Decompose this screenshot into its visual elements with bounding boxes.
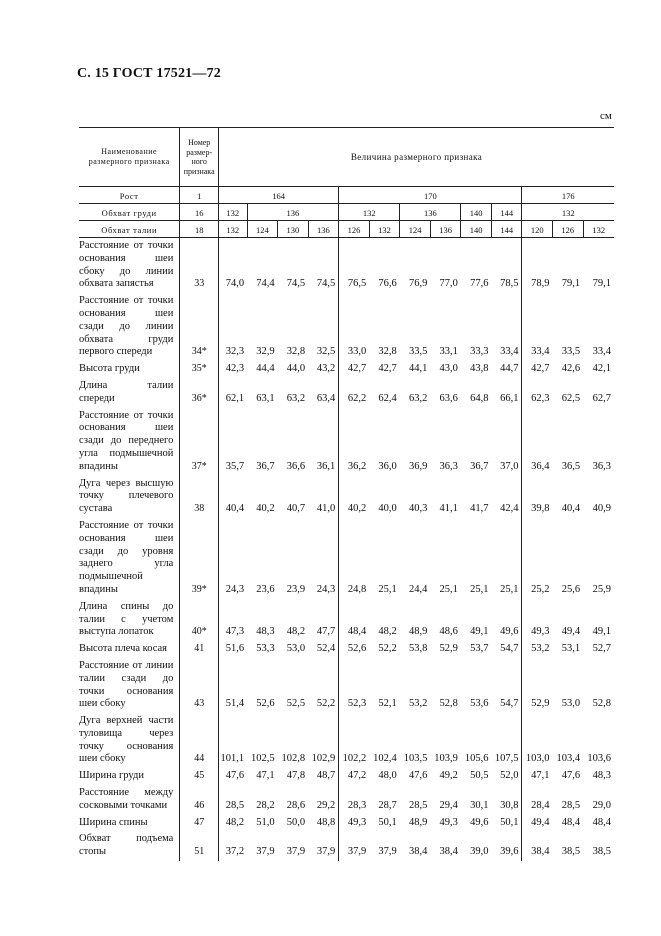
row-waist-label: Обхват талии — [79, 221, 180, 238]
row-name: Высота плеча косая — [79, 641, 180, 658]
cell-value: 48,0 — [378, 770, 397, 782]
cell-value: 33,4 — [491, 293, 522, 361]
cell-value: 103,9 — [434, 753, 458, 765]
cell-value: 48,2 — [286, 626, 306, 638]
cell-value: 24,4 — [408, 583, 428, 595]
row-code: 38 — [180, 476, 219, 518]
row-name: Длина спины до талии с учетом выступа лопаток — [79, 599, 180, 641]
cell-value: 23,9 — [286, 583, 306, 595]
cell-value: 43,8 — [470, 363, 489, 375]
cell-value: 52,7 — [592, 643, 611, 655]
header-value-title: Величина размерного признака — [219, 128, 614, 187]
cell-value: 62,5 — [561, 392, 581, 404]
cell-value: 33,4 — [531, 346, 550, 358]
cell-value: 53,2 — [408, 698, 428, 710]
row-code: 51 — [180, 831, 219, 861]
row-chest-code: 16 — [180, 204, 219, 221]
cell-value: 36,1 — [308, 408, 339, 476]
table-row — [79, 378, 614, 408]
table-row — [79, 408, 614, 476]
cell-value: 33,1 — [439, 346, 458, 358]
cell-value: 24,3 — [308, 518, 339, 599]
cell-value: 42,6 — [561, 363, 581, 375]
row-height-label: Рост — [79, 187, 180, 204]
cell-value: 51,4 — [225, 698, 245, 710]
waist-value: 140 — [461, 221, 492, 238]
row-code: 44 — [180, 713, 219, 768]
cell-value: 50,1 — [491, 815, 522, 832]
cell-value: 42,7 — [531, 363, 550, 375]
cell-value: 40,2 — [347, 503, 367, 515]
cell-value: 36,3 — [592, 460, 611, 472]
chest-value: 144 — [491, 204, 522, 221]
row-name: Расстояние от линии талии сзади до точки основания шеи сбоку — [79, 658, 180, 713]
table-row — [79, 768, 614, 785]
cell-value: 47,7 — [308, 599, 339, 641]
table-row — [79, 658, 614, 713]
cell-value: 62,3 — [531, 392, 550, 404]
cell-value: 52,4 — [308, 641, 339, 658]
row-name: Расстояние от точки основания шеи сзади до уровня заднего угла подмышечной впадины — [79, 518, 180, 599]
cell-value: 48,7 — [308, 768, 339, 785]
cell-value: 51,6 — [225, 643, 245, 655]
cell-value: 33,4 — [592, 346, 611, 358]
row-code: 43 — [180, 658, 219, 713]
cell-value: 49,2 — [439, 770, 458, 782]
cell-value: 24,3 — [225, 583, 245, 595]
cell-value: 36,5 — [561, 460, 581, 472]
cell-value: 103,4 — [556, 753, 581, 765]
cell-value: 38,5 — [561, 846, 581, 858]
cell-value: 53,6 — [470, 698, 489, 710]
cell-value: 74,5 — [286, 278, 306, 290]
cell-value: 49,1 — [592, 626, 611, 638]
table-row — [79, 238, 614, 294]
cell-value: 23,6 — [256, 583, 275, 595]
cell-value: 37,9 — [286, 846, 306, 858]
height-group: 170 — [339, 187, 522, 204]
cell-value: 48,9 — [408, 626, 428, 638]
cell-value: 28,6 — [286, 799, 306, 811]
row-name: Высота груди — [79, 361, 180, 378]
cell-value: 64,8 — [470, 392, 489, 404]
cell-value: 79,1 — [592, 278, 611, 290]
cell-value: 28,2 — [256, 799, 275, 811]
cell-value: 107,5 — [491, 713, 522, 768]
row-code: 40* — [180, 599, 219, 641]
cell-value: 63,2 — [408, 392, 428, 404]
cell-value: 25,1 — [491, 518, 522, 599]
cell-value: 48,2 — [225, 816, 245, 828]
cell-value: 49,6 — [491, 599, 522, 641]
cell-value: 42,7 — [347, 363, 367, 375]
cell-value: 35,7 — [225, 460, 245, 472]
cell-value: 47,6 — [561, 770, 581, 782]
cell-value: 62,1 — [225, 392, 245, 404]
row-code: 41 — [180, 641, 219, 658]
cell-value: 40,9 — [592, 503, 611, 515]
cell-value: 42,7 — [378, 363, 397, 375]
cell-value: 32,8 — [286, 346, 306, 358]
cell-value: 42,3 — [225, 363, 245, 375]
waist-value: 144 — [491, 221, 522, 238]
cell-value: 76,9 — [408, 278, 428, 290]
cell-value: 48,3 — [256, 626, 275, 638]
table-row — [79, 361, 614, 378]
cell-value: 52,6 — [347, 643, 367, 655]
cell-value: 47,2 — [347, 770, 367, 782]
chest-value: 132 — [339, 204, 400, 221]
table-row — [79, 713, 614, 768]
cell-value: 48,2 — [378, 626, 397, 638]
cell-value: 53,8 — [408, 643, 428, 655]
cell-value: 49,3 — [439, 816, 458, 828]
cell-value: 33,5 — [561, 346, 581, 358]
cell-value: 103,0 — [525, 753, 550, 765]
cell-value: 47,6 — [225, 770, 245, 782]
cell-value: 47,1 — [531, 770, 550, 782]
cell-value: 44,0 — [286, 363, 306, 375]
table-row — [79, 476, 614, 518]
cell-value: 36,2 — [347, 460, 367, 472]
cell-value: 52,0 — [491, 768, 522, 785]
cell-value: 37,9 — [308, 831, 339, 861]
cell-value: 102,8 — [281, 753, 306, 765]
cell-value: 102,5 — [250, 753, 275, 765]
cell-value: 25,1 — [439, 583, 458, 595]
cell-value: 48,9 — [408, 816, 428, 828]
cell-value: 37,9 — [347, 846, 367, 858]
cell-value: 41,7 — [470, 503, 489, 515]
cell-value: 52,6 — [256, 698, 275, 710]
cell-value: 49,6 — [470, 816, 489, 828]
table-row — [79, 293, 614, 361]
chest-value: 132 — [522, 204, 614, 221]
cell-value: 52,9 — [439, 643, 458, 655]
height-group: 176 — [522, 187, 614, 204]
cell-value: 101,1 — [220, 753, 245, 765]
cell-value: 48,4 — [561, 816, 581, 828]
cell-value: 37,9 — [378, 846, 397, 858]
row-code: 37* — [180, 408, 219, 476]
waist-value: 124 — [247, 221, 278, 238]
cell-value: 63,4 — [308, 378, 339, 408]
unit-label: см — [600, 110, 612, 122]
waist-value: 126 — [339, 221, 370, 238]
cell-value: 62,4 — [378, 392, 397, 404]
chest-value: 140 — [461, 204, 492, 221]
waist-value: 126 — [553, 221, 584, 238]
cell-value: 52,8 — [439, 698, 458, 710]
cell-value: 32,9 — [256, 346, 275, 358]
row-name: Ширина спины — [79, 815, 180, 832]
cell-value: 103,5 — [403, 753, 428, 765]
cell-value: 79,1 — [561, 278, 581, 290]
cell-value: 40,2 — [256, 503, 275, 515]
cell-value: 78,9 — [531, 278, 550, 290]
cell-value: 36,9 — [408, 460, 428, 472]
cell-value: 47,1 — [256, 770, 275, 782]
cell-value: 42,4 — [491, 476, 522, 518]
cell-value: 25,2 — [531, 583, 550, 595]
cell-value: 41,1 — [439, 503, 458, 515]
cell-value: 39,6 — [491, 831, 522, 861]
cell-value: 49,4 — [561, 626, 581, 638]
waist-value: 120 — [522, 221, 553, 238]
cell-value: 28,5 — [561, 799, 581, 811]
cell-value: 29,4 — [439, 799, 458, 811]
cell-value: 52,1 — [378, 698, 397, 710]
cell-value: 40,4 — [561, 503, 581, 515]
row-code: 36* — [180, 378, 219, 408]
cell-value: 77,0 — [439, 278, 458, 290]
cell-value: 38,5 — [592, 846, 611, 858]
cell-value: 39,0 — [470, 846, 489, 858]
row-code: 35* — [180, 361, 219, 378]
header-name-col: Наименование размерного признака — [79, 128, 180, 187]
cell-value: 36,3 — [439, 460, 458, 472]
cell-value: 48,4 — [592, 816, 611, 828]
cell-value: 78,5 — [491, 238, 522, 294]
cell-value: 62,7 — [592, 392, 611, 404]
cell-value: 105,6 — [464, 753, 489, 765]
waist-value: 124 — [400, 221, 431, 238]
cell-value: 50,0 — [286, 816, 306, 828]
cell-value: 52,8 — [592, 698, 611, 710]
row-name: Ширина груди — [79, 768, 180, 785]
cell-value: 28,4 — [531, 799, 550, 811]
cell-value: 44,4 — [256, 363, 275, 375]
cell-value: 48,8 — [308, 815, 339, 832]
cell-value: 41,0 — [308, 476, 339, 518]
cell-value: 54,7 — [491, 658, 522, 713]
cell-value: 28,3 — [347, 799, 367, 811]
cell-value: 49,4 — [531, 816, 550, 828]
table-row — [79, 831, 614, 861]
header-code-col: Номер размер-ного признака — [180, 128, 219, 187]
cell-value: 49,3 — [347, 816, 367, 828]
cell-value: 74,0 — [225, 278, 245, 290]
cell-value: 33,3 — [470, 346, 489, 358]
cell-value: 29,0 — [592, 799, 611, 811]
cell-value: 36,6 — [286, 460, 306, 472]
cell-value: 53,3 — [256, 643, 275, 655]
cell-value: 52,2 — [378, 643, 397, 655]
row-height-code: 1 — [180, 187, 219, 204]
cell-value: 33,5 — [408, 346, 428, 358]
cell-value: 102,2 — [342, 753, 367, 765]
cell-value: 48,3 — [592, 770, 611, 782]
page-title: С. 15 ГОСТ 17521—72 — [77, 66, 221, 81]
table-row — [79, 518, 614, 599]
cell-value: 74,4 — [256, 278, 275, 290]
cell-value: 54,7 — [491, 641, 522, 658]
table-row — [79, 815, 614, 832]
cell-value: 36,4 — [531, 460, 550, 472]
cell-value: 49,3 — [531, 626, 550, 638]
waist-value: 132 — [219, 221, 248, 238]
cell-value: 53,0 — [561, 698, 581, 710]
row-code: 45 — [180, 768, 219, 785]
cell-value: 25,1 — [378, 583, 397, 595]
cell-value: 25,1 — [470, 583, 489, 595]
cell-value: 39,8 — [531, 503, 550, 515]
waist-value: 136 — [430, 221, 461, 238]
cell-value: 28,5 — [225, 799, 245, 811]
cell-value: 30,8 — [491, 785, 522, 815]
cell-value: 32,8 — [378, 346, 397, 358]
cell-value: 49,1 — [470, 626, 489, 638]
row-name: Обхват подъема стопы — [79, 831, 180, 861]
cell-value: 40,4 — [225, 503, 245, 515]
cell-value: 30,1 — [470, 799, 489, 811]
waist-value: 132 — [369, 221, 400, 238]
cell-value: 53,1 — [561, 643, 581, 655]
row-name: Расстояние от точки основания шеи сзади до переднего угла подмышечной впадины — [79, 408, 180, 476]
cell-value: 53,7 — [470, 643, 489, 655]
cell-value: 40,0 — [378, 503, 397, 515]
cell-value: 74,5 — [308, 238, 339, 294]
cell-value: 40,7 — [286, 503, 306, 515]
cell-value: 36,7 — [470, 460, 489, 472]
cell-value: 52,5 — [286, 698, 306, 710]
chest-value: 136 — [400, 204, 461, 221]
cell-value: 47,3 — [225, 626, 245, 638]
row-code: 39* — [180, 518, 219, 599]
cell-value: 63,1 — [256, 392, 275, 404]
cell-value: 36,7 — [256, 460, 275, 472]
row-name: Дуга верхней части туловища через точку основания шеи сбоку — [79, 713, 180, 768]
cell-value: 24,8 — [347, 583, 367, 595]
row-name: Дуга через высшую точку плечевого сустава — [79, 476, 180, 518]
cell-value: 38,4 — [408, 846, 428, 858]
cell-value: 66,1 — [491, 378, 522, 408]
cell-value: 44,7 — [491, 361, 522, 378]
cell-value: 76,6 — [378, 278, 397, 290]
cell-value: 48,4 — [347, 626, 367, 638]
cell-value: 63,6 — [439, 392, 458, 404]
row-code: 46 — [180, 785, 219, 815]
cell-value: 102,4 — [373, 753, 397, 765]
cell-value: 43,0 — [439, 363, 458, 375]
row-code: 47 — [180, 815, 219, 832]
row-name: Расстояние от точки основания шеи сбоку до линии обхвата запястья — [79, 238, 180, 294]
cell-value: 37,0 — [491, 408, 522, 476]
row-waist-code: 18 — [180, 221, 219, 238]
cell-value: 28,5 — [408, 799, 428, 811]
cell-value: 38,4 — [531, 846, 550, 858]
cell-value: 103,6 — [587, 753, 611, 765]
row-name: Расстояние между сосковыми точками — [79, 785, 180, 815]
waist-value: 136 — [308, 221, 339, 238]
cell-value: 51,0 — [256, 816, 275, 828]
cell-value: 32,3 — [225, 346, 245, 358]
cell-value: 47,6 — [408, 770, 428, 782]
cell-value: 48,6 — [439, 626, 458, 638]
row-chest-label: Обхват груди — [79, 204, 180, 221]
cell-value: 50,1 — [378, 816, 397, 828]
row-code: 33 — [180, 238, 219, 294]
cell-value: 76,5 — [347, 278, 367, 290]
size-table — [79, 127, 614, 861]
table-row — [79, 641, 614, 658]
cell-value: 43,2 — [308, 361, 339, 378]
cell-value: 36,0 — [378, 460, 397, 472]
cell-value: 102,9 — [308, 713, 339, 768]
cell-value: 37,9 — [256, 846, 275, 858]
cell-value: 77,6 — [470, 278, 489, 290]
cell-value: 40,3 — [408, 503, 428, 515]
waist-value: 132 — [583, 221, 614, 238]
table-row — [79, 785, 614, 815]
cell-value: 38,4 — [439, 846, 458, 858]
cell-value: 52,9 — [531, 698, 550, 710]
cell-value: 29,2 — [308, 785, 339, 815]
cell-value: 42,1 — [592, 363, 611, 375]
cell-value: 37,2 — [225, 846, 245, 858]
cell-value: 47,8 — [286, 770, 306, 782]
cell-value: 50,5 — [470, 770, 489, 782]
cell-value: 63,2 — [286, 392, 306, 404]
waist-value: 130 — [278, 221, 309, 238]
cell-value: 33,0 — [347, 346, 367, 358]
cell-value: 25,9 — [592, 583, 611, 595]
row-name: Длина талии спереди — [79, 378, 180, 408]
cell-value: 28,7 — [378, 799, 397, 811]
row-code: 34* — [180, 293, 219, 361]
cell-value: 53,0 — [286, 643, 306, 655]
cell-value: 52,2 — [308, 658, 339, 713]
chest-value: 132 — [219, 204, 248, 221]
cell-value: 52,3 — [347, 698, 367, 710]
row-name: Расстояние от точки основания шеи сзади до линии обхвата груди первого спереди — [79, 293, 180, 361]
cell-value: 32,5 — [308, 293, 339, 361]
cell-value: 25,6 — [561, 583, 581, 595]
cell-value: 53,2 — [531, 643, 550, 655]
cell-value: 44,1 — [408, 363, 428, 375]
height-group: 164 — [219, 187, 339, 204]
chest-value: 136 — [247, 204, 339, 221]
table-row — [79, 599, 614, 641]
cell-value: 62,2 — [347, 392, 367, 404]
